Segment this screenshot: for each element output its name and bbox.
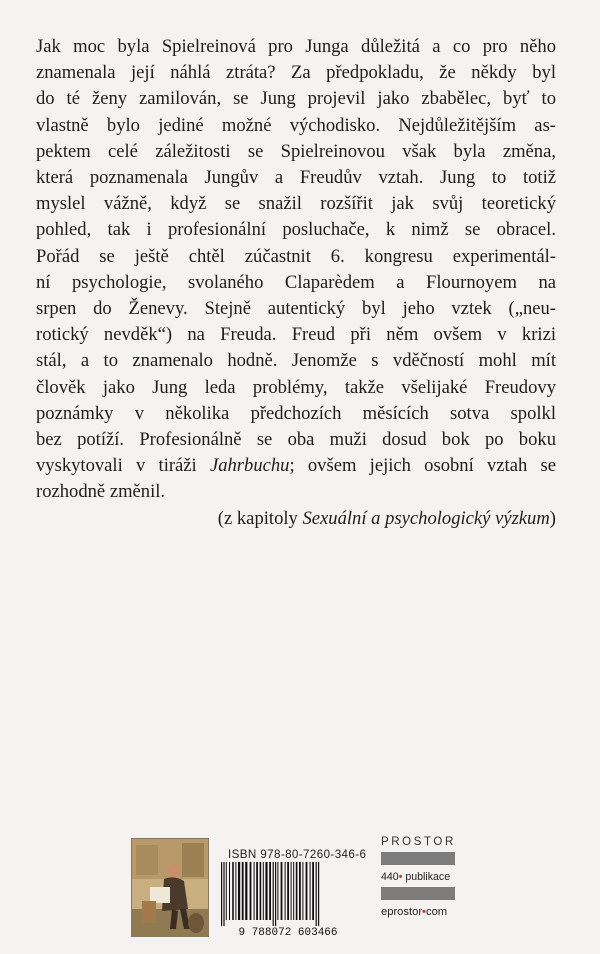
isbn-label: ISBN 978-80-7260-346-6 — [228, 848, 367, 861]
body-paragraph — [36, 34, 556, 506]
chapter-title: Sexuální a psychologický výzkum — [302, 508, 550, 529]
barcode-bar — [273, 862, 274, 926]
text-line: bez potíží. Profesionálně se oba muži dosud bok po boku — [36, 429, 556, 451]
publisher-website[interactable] — [381, 906, 455, 918]
text-line: Pořád se ještě chtěl zúčastnit 6. kongresu experimentál- — [36, 245, 556, 267]
barcode-bar — [250, 862, 252, 920]
barcode-bar — [221, 862, 222, 926]
barcode-bar — [242, 862, 244, 920]
series-number: 440 — [381, 871, 399, 883]
attribution-prefix: (z kapitoly — [217, 508, 303, 529]
barcode-bar — [277, 862, 278, 920]
series-label — [381, 871, 455, 883]
text-line: která poznamenala Jungův a Freudův vztah. Jung to totiž — [36, 167, 556, 189]
red-dot-icon: • — [422, 906, 426, 918]
text-line: rotický nevděk“) na Freuda. Freud při něm ovšem v krizi — [36, 324, 556, 346]
back-cover-footer — [0, 800, 600, 954]
text-line: poznámky v několika předchozích měsících sotva spolkl — [36, 402, 556, 424]
painting-thumbnail-icon — [132, 839, 208, 936]
barcode-bar — [275, 862, 276, 926]
barcode-bar — [293, 862, 294, 920]
barcode-bar — [296, 862, 298, 920]
text-line — [36, 453, 556, 479]
barcode-bar — [316, 862, 317, 926]
journal-title: Jahrbuchu — [209, 455, 290, 477]
barcode-bar — [256, 862, 258, 920]
text-line: ní psychologie, svolaného Claparèdem a Flournoyem na — [36, 271, 556, 293]
publisher-name: PROSTOR — [381, 836, 456, 848]
barcode-bar — [265, 862, 267, 920]
attribution-suffix: ) — [549, 508, 556, 529]
barcode-bar — [287, 862, 289, 920]
series-text: publikace — [402, 871, 451, 883]
body-text — [36, 34, 556, 506]
text-line: člověk jako Jung leda problémy, takže všelijaké Freudovy — [36, 376, 556, 398]
barcode-digits: 9 788072 603466 — [238, 927, 338, 938]
publisher-bar — [381, 887, 455, 900]
barcode-bar — [232, 862, 234, 920]
barcode-bar — [312, 862, 314, 920]
text-line: pohled, tak i profesionální posluchače, k nimž se obracel. — [36, 219, 556, 241]
barcode-bar — [318, 862, 319, 926]
barcode-bar — [238, 862, 240, 920]
text-line: stál, a to znamenalo hodně. Jenomže s vděčností mohl mít — [36, 350, 556, 372]
text-line: rozhodně změnil. — [36, 481, 166, 503]
barcode-bar — [260, 862, 262, 920]
barcode-bar — [281, 862, 283, 920]
barcode-bar — [285, 862, 286, 920]
text-segment: ; ovšem jejich osobní vztah se — [289, 455, 556, 477]
barcode-bar — [263, 862, 264, 920]
website-name: eprostor — [381, 906, 423, 918]
text-segment: vyskytovali v tiráži — [36, 455, 210, 477]
barcode-bar — [229, 862, 230, 920]
barcode-bar — [306, 862, 308, 920]
text-line: pektem celé záležitosti se Spielreinovou však byla změna, — [36, 140, 556, 162]
barcode-bar — [226, 862, 227, 920]
barcode-bar — [302, 862, 303, 920]
barcode-bar — [310, 862, 311, 920]
barcode-bar — [269, 862, 271, 920]
text-line: srpen do Ženevy. Stejně autentický byl jeho vztek („neu- — [36, 298, 556, 320]
text-line: myslel vážně, když se snažil rozšířit jak svůj teoretický — [36, 193, 556, 215]
painting-thumbnail — [131, 838, 209, 937]
barcode-bar — [291, 862, 292, 920]
barcode-bar — [254, 862, 255, 920]
text-line: vlastně bylo jediné možné východisko. Nejdůležitějším as- — [36, 114, 556, 136]
publisher-bar — [381, 852, 455, 865]
text-line: do té ženy zamilován, se Jung projevil jako zbabělec, byť to — [36, 88, 556, 110]
red-dot-icon: • — [398, 871, 403, 883]
barcode-icon — [213, 862, 363, 938]
text-line: znamenala její náhlá ztráta? Za předpokladu, že někdy byl — [36, 62, 556, 84]
barcode-bar — [235, 862, 236, 920]
chapter-attribution — [218, 508, 556, 530]
barcode-bar — [223, 862, 224, 926]
publisher-block — [381, 836, 455, 918]
website-tld: com — [425, 906, 448, 918]
text-line: Jak moc byla Spielreinová pro Junga důležitá a co pro něho — [36, 36, 556, 57]
barcode-bar — [299, 862, 301, 920]
barcode-bar — [245, 862, 247, 920]
